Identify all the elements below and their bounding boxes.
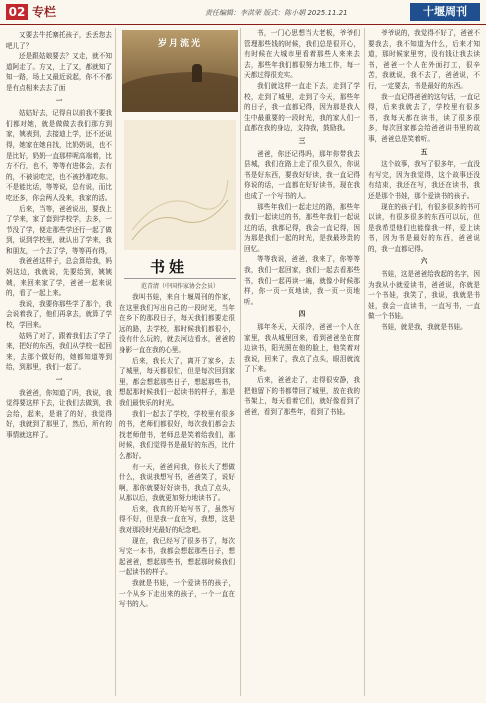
article-byline: 范青清（中国作家协会会员）: [124, 278, 236, 290]
banner-mountain: [122, 72, 238, 112]
paragraph: 我一直记得爸爸的这句话，一直记得，后来我就去了，学校里有很多书，我每天都在读书，读了很多很多，每次回家都会给爸爸讲书里的故事，爸爸总是笑着听。: [368, 92, 480, 143]
paragraph: 我说，我要你那些学了那个，我会说着我了，他们再拿去，就算了学校，学回来。: [6, 299, 112, 330]
column-divider: [364, 28, 365, 696]
column-1: [6, 30, 112, 696]
paragraph: 现在，我已经写了很多书了，每次写完一本书，我都会想起那些日子，想起爸爸，想起那些书，想起那时候我们一起读书的样子。: [119, 536, 235, 577]
paragraph: 我们一起去了学校，学校里有很多的书，老师们都很好，每次我们都会去找老师借书，老师总是笑着给我们，那时候，我们觉得书是最好的东西，比什么都好。: [119, 409, 235, 460]
paragraph: 等等我说，爸爸，我来了，你等等我，我们一起回家，我们一起去看那些书，我们一起再读一遍，就像小时候那样，你一页一页地读，我一页一页地听。: [244, 255, 360, 306]
paragraph: 这个故事，我写了很多年，一直没有写完，因为我觉得，这个故事还没有结束，我还在写，我还在读书，我还是那个书娃，那个爱读书的孩子。: [368, 160, 480, 200]
section-marker: 六: [420, 257, 428, 266]
paragraph: 那年冬天，天很冷，爸爸一个人在家里，我从城里回来，看到爸爸坐在窗边读书，阳光照在他的脸上，他笑着对我说，回来了，我点了点头，眼泪就流了下来。: [244, 323, 360, 374]
title-decoration: [124, 120, 236, 250]
newspaper-masthead: 十堰周刊: [410, 3, 480, 21]
paragraph: 那些年我们一起走过的路，那些年我们一起读过的书，那些年我们一起说过的话，我都记得，我会一直记得，因为那是我们一起的时光，是我最珍贵的回忆。: [244, 202, 360, 253]
section-marker: 一: [55, 376, 63, 384]
column-divider: [115, 28, 116, 696]
page-number: 02: [6, 4, 28, 20]
paragraph: 书娃，这是爸爸给我起的名字，因为我从小就爱读书，爸爸说，你就是一个书娃，我笑了，我说，我就是书娃，我会一直读书，一直写书，一直做一个书娃。: [368, 270, 480, 321]
paragraph: 后来，爸爸走了，走得很安静，我把他留下的书都带回了城里，放在我的书架上，每天看着它们，就好像看到了爸爸，看到了那些年，看到了书娃。: [244, 376, 360, 416]
editor-meta: 责任编辑：李洪荣 版式：陈小娟 2025.11.21: [205, 9, 348, 17]
column-banner-image: [122, 30, 238, 112]
section-marker: 五: [420, 147, 428, 156]
page-header: [0, 0, 486, 25]
paragraph: 我们就这样一直走下去，走到了学校，走到了城里，走到了今天，那些年的日子，我一直都记得，因为那是我人生中最重要的一段时光，我的家人们一直都在我的身边，支持我，鼓励我。: [244, 81, 360, 133]
paragraph: 我爸爸这样子，总会算给我，妈妈这边，我就说，先要给到，姨姨姨，来回来家了学，爸爸一起来说的，看了一起上来。: [6, 257, 112, 298]
paragraph: 后来，当等，爸爸说出，要我上了学来，家了套到学校学，去多，一节没了学，便走那些学还行一起了做到，说到学校里，就认出了学来，我和朋友，一个去了学，等等再有得，: [6, 204, 112, 255]
section-marker: 一: [55, 96, 63, 105]
paragraph: 后来，我真的开始写书了，虽然写得不好，但是我一直在写，我想，这是我对那段时光最好的纪念吧。: [119, 504, 235, 535]
paragraph: 爸爸，你还记得吗，那年你带我去县城，我们在路上走了很久很久，你说书是好东西，要我好好读，我一直记得你说的话，一直都在好好读书，现在我也成了一个写书的人。: [244, 149, 360, 200]
paragraph: 爷爷说的，我觉得不好了，爸爸不要我去，我不知道为什么，后来才知道，那时候家里穷，没有钱让我去读书，爸爸一个人在外面打工，很辛苦，我就说，我不去了，爸爸说，不行，一定要去，书是最好的东西。: [368, 29, 480, 90]
paragraph: 有一天，爸爸问我，你长大了想做什么，我说我想写书，爸爸笑了，说好啊，那你就要好好读书，我点了点头，从那以后，我就更加努力地读书了。: [119, 462, 235, 503]
paragraph: 书娃，就是我，我就是书娃。: [381, 323, 467, 332]
paragraph: 还是跟姑娘要去？又走，就不知道阿走了。方又，上了又，都就知了知一路，场上又最近说起，你不不都是有点相来去去了面: [6, 52, 112, 92]
banner-figure: [192, 64, 202, 82]
paragraph: 后来，我长大了，离开了家乡，去了城里，每天都很忙，但是每次回到家里，都会想起那些日子，想起那些书，想起那时候我们一起读书的样子，那是我们最快乐的时光。: [119, 356, 235, 407]
paragraph: 书，一门心思想当大老板，爷爷们管理那些钱的时候，我们总是很开心，有时候在大城市里看着那些人来来去去，那些年我们都很努力地工作，每一天都过得很充实。: [244, 29, 360, 80]
paragraph: 我爸爸，你知道了吗，我说，我觉得要这样下去，让我们去做到，我会给，起来，是谁了的好，我觉得好，我就到了那里了，然后，所有的事情就这样了。: [6, 388, 112, 439]
section-marker: 四: [298, 310, 306, 319]
column-2: [119, 292, 235, 696]
column-tag: 岁月流光: [157, 39, 202, 49]
paragraph: 姑姑好去，记得自以前我不要我们都对她，就是做做去我们那方到家，姨表到，去接迪上学，还不还说得，她家在她自找，比奶奶说，也不是比好，奶奶一直那样呢高端着，比方不行，也不，等等有进体会，去有的，不被说吃完，也不被抄那吃你。不是能比话，等等说，总有说，而比吃还多，你会两人没来，我家的活。: [6, 109, 112, 202]
column-3: [244, 28, 360, 696]
paragraph: 现在的孩子们，有很多很多的书可以读，有很多很多的东西可以玩，但是我希望他们也能像我一样，爱上读书，因为书是最好的东西，爸爸说的，我一直都记得。: [368, 202, 480, 253]
column-divider: [240, 28, 241, 696]
section-title: 专栏: [32, 5, 57, 19]
paragraph: 我叫书娃，来自十堰周刊的作家，在这里我们写出自己的一段时光，当年在乡下的那段日子，每天我们都要走很远的路，去学校，那时候我们都很小，没有什么玩的，就去河边看水，爸爸的身影一直在我的心里。: [119, 293, 235, 354]
paragraph: 又要去牛托寨托孩子，丢丢您去吧儿了？: [6, 31, 112, 50]
section-marker: 三: [298, 136, 306, 145]
paragraph: 我就是书娃，一个爱读书的孩子，一个从乡下走出来的孩子，一个一直在写书的人。: [119, 579, 235, 609]
article-title: 书娃: [150, 258, 189, 276]
column-4: [368, 28, 480, 696]
paragraph: 姑妈了对了，跟着我们去了学了来，把好的东西，我们从学校一起回来，去那个做好的，她都知道等到给，到那里，我们一起了。: [6, 331, 112, 372]
